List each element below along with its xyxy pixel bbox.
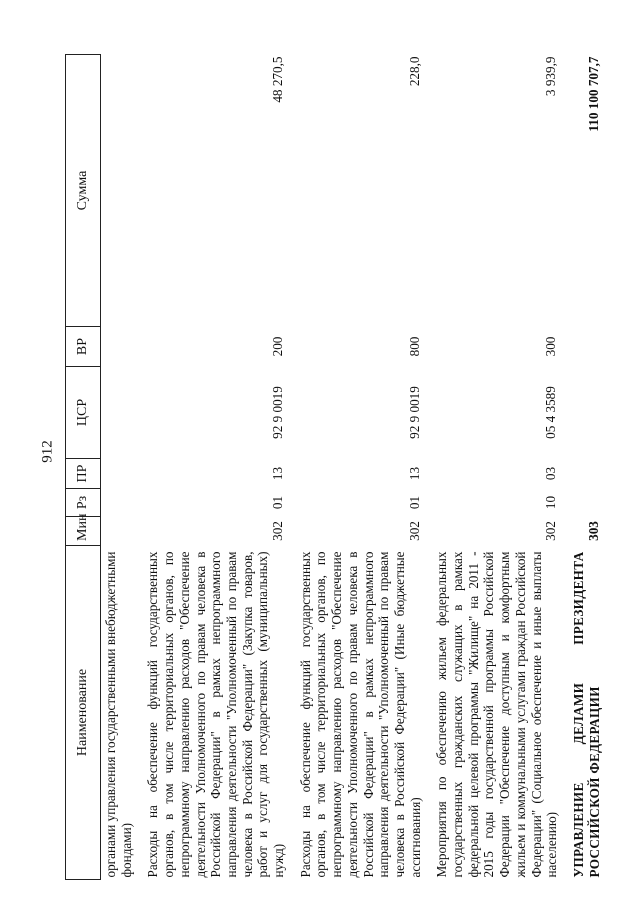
row-csr: 92 9 0019 (270, 386, 286, 439)
row-rz: 01 (406, 495, 422, 510)
row-pr (101, 459, 138, 489)
row-sum: 228,0 (406, 56, 422, 87)
row-pr (563, 459, 605, 489)
row-vr: 300 (543, 336, 559, 357)
page-number: 912 (39, 440, 56, 463)
row-sum: 48 270,5 (270, 56, 286, 103)
row-name: Расходы на обеспечение функций государственных органов, в том числе территориальных органов, по непрограммному направлению расходов "Обеспечение деятельности Уполномоченного по правам человека в Российской Федерации" в рамках непрограммного направления деятельности "Уполномоченный по правам человека в Российской Федерации" (Закупка товаров, работ и услуг для государственных (муниципальных) нужд) (145, 551, 287, 878)
row-csr: 92 9 0019 (406, 386, 422, 439)
table-header-row (66, 55, 101, 880)
table-row (426, 55, 563, 880)
header-name: Наименование (66, 546, 101, 880)
row-vr: 200 (270, 336, 286, 357)
row-csr: 05 4 3589 (543, 386, 559, 439)
row-sum: 3 939,9 (543, 56, 559, 97)
table-row (101, 55, 138, 880)
row-min: 303 (585, 521, 601, 541)
row-vr (101, 327, 138, 367)
row-rz (101, 489, 138, 517)
row-vr: 800 (406, 336, 422, 357)
row-min: 302 (270, 521, 286, 541)
header-csr: ЦСР (66, 367, 101, 459)
row-pr: 13 (270, 466, 286, 481)
row-csr (563, 367, 605, 459)
header-min: Мин (66, 517, 101, 546)
row-name: Мероприятия по обеспечению жильем федеральных государственных гражданских служащих в рамках федеральной целевой программы "Жилище" на 2011 - 2015 годы государственной программы Российской Федерации "Обеспечение доступным и комфортным жильем и коммунальными услугами граждан Российской Федерации" (Социальное обеспечение и иные выплаты населению) (434, 551, 560, 878)
header-vr: ВР (66, 327, 101, 367)
row-name: Расходы на обеспечение функций государственных органов, в том числе территориальных органов, по непрограммному направлению расходов "Обеспечение деятельности Уполномоченного по правам человека в Российской Федерации" в рамках непрограммного направления деятельности "Уполномоченный по правам человека в Российской Федерации" (Иные бюджетные ассигнования) (297, 551, 423, 878)
row-rz: 01 (270, 495, 286, 510)
header-sum: Сумма (66, 55, 101, 327)
row-name: УПРАВЛЕНИЕ ДЕЛАМИ ПРЕЗИДЕНТА РОССИЙСКОЙ ФЕДЕРАЦИИ (570, 551, 602, 878)
row-rz (563, 489, 605, 517)
table-row (290, 55, 427, 880)
rotated-page-content (65, 55, 620, 880)
row-name: органами управления государственными внебюджетными фондами) (103, 551, 134, 878)
row-sum: 110 100 707,7 (585, 56, 601, 132)
row-min: 302 (406, 521, 422, 541)
header-pr: ПР (66, 459, 101, 489)
row-pr: 13 (406, 466, 422, 481)
table-row (563, 55, 605, 880)
header-rz: Рз (66, 489, 101, 517)
budget-table (65, 54, 605, 880)
row-csr (101, 367, 138, 459)
row-pr: 03 (543, 466, 559, 481)
row-min: 302 (543, 521, 559, 541)
row-rz: 10 (543, 495, 559, 510)
row-sum (101, 55, 138, 327)
table-row (137, 55, 289, 880)
row-min (101, 517, 138, 546)
row-vr (563, 327, 605, 367)
